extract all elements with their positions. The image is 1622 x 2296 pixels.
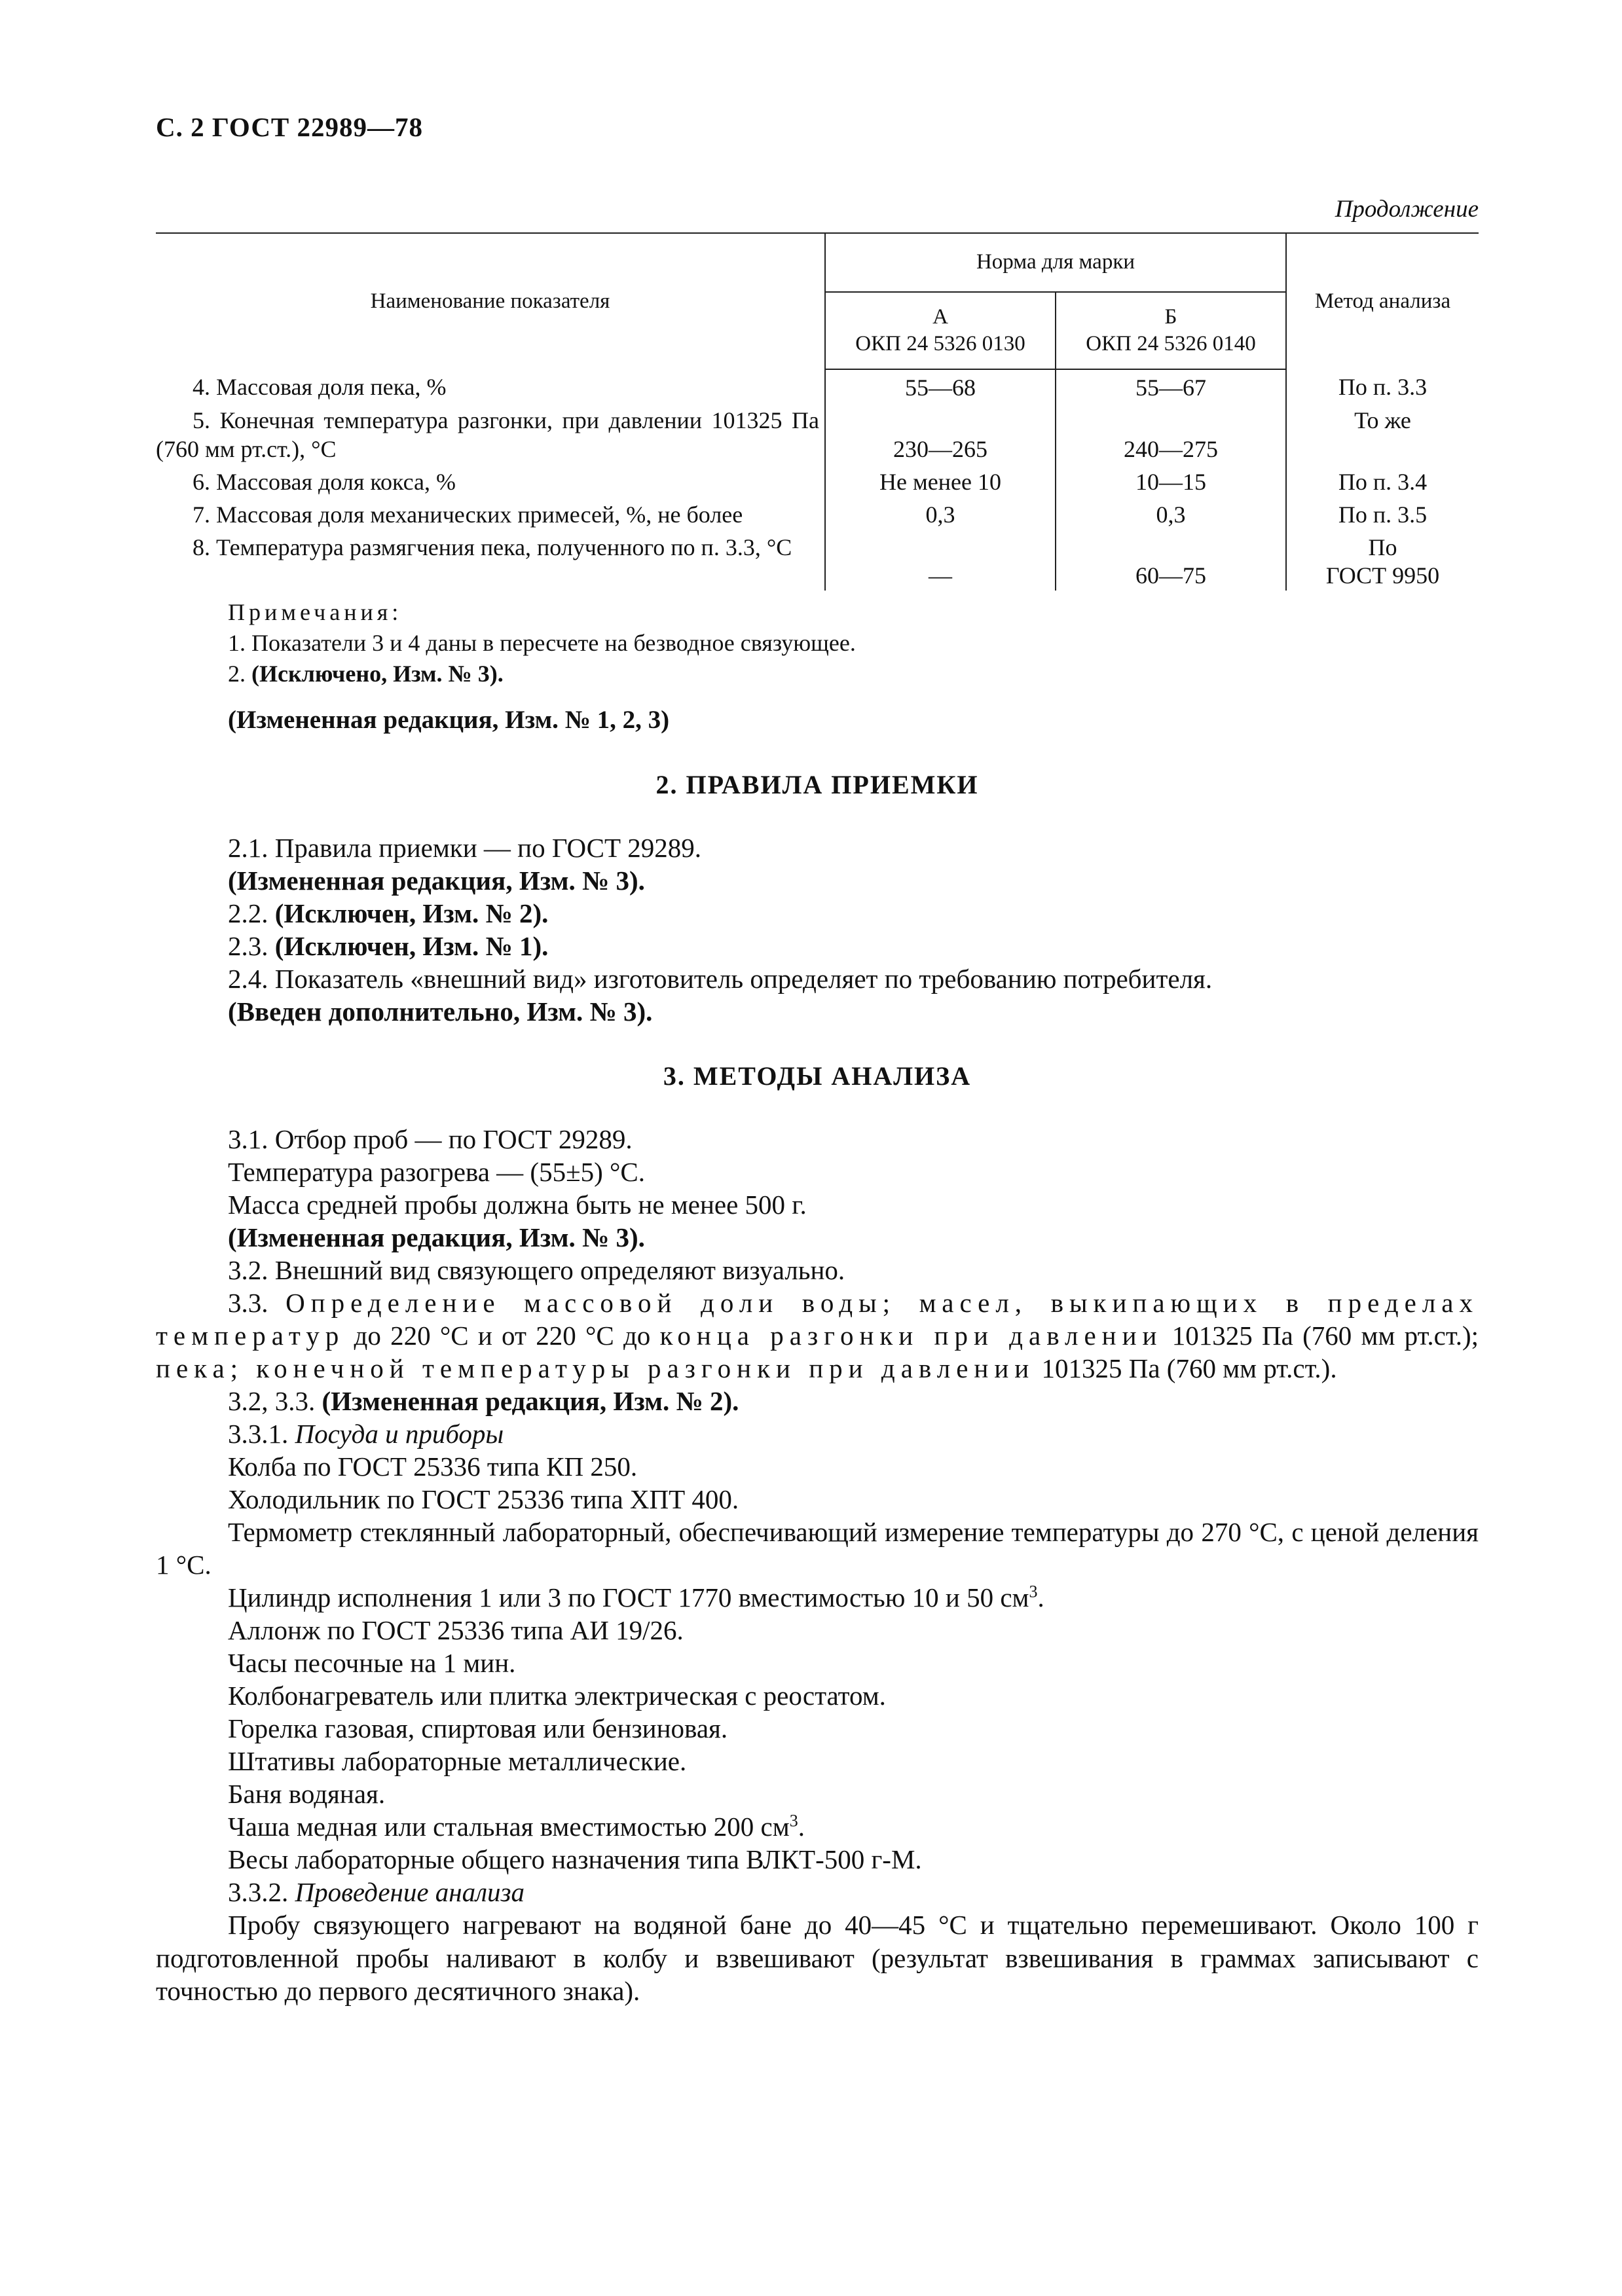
note-2: 2. (Исключено, Изм. № 3). xyxy=(228,660,504,687)
equipment-item: Часы песочные на 1 мин. xyxy=(228,1648,516,1679)
notes-title: Примечания: xyxy=(228,599,403,626)
equipment-item: Чаша медная или стальная вместимостью 200 $см^3$. xyxy=(228,1811,805,1842)
section-3 xyxy=(156,1061,1479,2007)
clause-2-1: 2.1. Правила приемки — по ГОСТ 29289. xyxy=(228,833,702,864)
clause-3-3-2: 3.3.2. Проведение анализа xyxy=(228,1877,525,1908)
continuation-label: Продолжение xyxy=(1335,196,1479,223)
clause-2-2: 2.2. (Исключен, Изм. № 2). xyxy=(228,898,549,929)
section-3-title: 3. МЕТОДЫ АНАЛИЗА xyxy=(663,1061,972,1091)
clause-3-1-amendment: (Измененная редакция, Изм. № 3). xyxy=(228,1222,645,1253)
note-1: 1. Показатели 3 и 4 даны в пересчете на безводное связующее. xyxy=(228,630,856,657)
clause-3-1-mass: Масса средней пробы должна быть не менее 500 г. xyxy=(228,1190,807,1220)
equipment-item: Штативы лабораторные металлические. xyxy=(228,1746,687,1777)
specification-table xyxy=(156,232,1479,591)
table-row: 4. Массовая доля пека, % 55—68 55—67 По п. 3.3 xyxy=(156,369,1479,403)
document-page xyxy=(156,111,1479,2007)
section-2-title: 2. ПРАВИЛА ПРИЕМКИ xyxy=(655,770,979,800)
column-header-grade-b: Б ОКП 24 5326 0140 xyxy=(1056,292,1286,369)
equipment-item: Аллонж по ГОСТ 25336 типа АИ 19/26. xyxy=(228,1615,684,1646)
clause-3-3: 3.3. Определение массовой доли воды; масел, выкипающих в пределах температур до 220 °С и от 220 °С до конца разгонки при давлении 101325 Па (760 мм рт.ст.); пека; конечной температуры разгонки при давлении 101325 Па (760 мм рт.ст.). xyxy=(156,1288,1479,1384)
section-2 xyxy=(156,769,1479,1028)
clause-3-2: 3.2. Внешний вид связующего определяют визуально. xyxy=(228,1255,845,1286)
table-notes xyxy=(156,597,1479,737)
clause-2-3: 2.3. (Исключен, Изм. № 1). xyxy=(228,931,549,962)
clause-3-3-1: 3.3.1. Посуда и приборы xyxy=(228,1419,504,1449)
column-header-norm: Норма для марки xyxy=(825,233,1286,292)
table-row: 6. Массовая доля кокса, % Не менее 10 10—15 По п. 3.4 xyxy=(156,464,1479,497)
clause-2-4: 2.4. Показатель «внешний вид» изготовитель определяет по требованию потребителя. xyxy=(228,964,1213,994)
equipment-item: Горелка газовая, спиртовая или бензиновая. xyxy=(228,1713,728,1744)
equipment-item: Цилиндр исполнения 1 или 3 по ГОСТ 1770 вместимостью 10 и 50 $см^3$. xyxy=(228,1582,1044,1613)
column-header-name: Наименование показателя xyxy=(156,233,825,369)
table-row: 5. Конечная температура разгонки, при давлении 101325 Па (760 мм рт.ст.), °С 230—265 240—275 То же xyxy=(156,403,1479,464)
clause-2-1-amendment: (Измененная редакция, Изм. № 3). xyxy=(228,866,645,896)
equipment-item: Холодильник по ГОСТ 25336 типа ХПТ 400. xyxy=(228,1484,739,1515)
equipment-item: Колба по ГОСТ 25336 типа КП 250. xyxy=(228,1451,638,1482)
table-row: 8. Температура размягчения пека, полученного по п. 3.3, °С — 60—75 По ГОСТ 9950 xyxy=(156,530,1479,591)
page-header: С. 2 ГОСТ 22989—78 xyxy=(156,112,424,142)
column-header-method: Метод анализа xyxy=(1286,233,1479,369)
clause-3-1: 3.1. Отбор проб — по ГОСТ 29289. xyxy=(228,1124,633,1155)
column-header-grade-a: А ОКП 24 5326 0130 xyxy=(825,292,1056,369)
clause-3-3-2-text: Пробу связующего нагревают на водяной бане до 40—45 °С и тщательно перемешивают. Около 100 г подготовленной пробы наливают в колбу и взвешивают (результат взвешивания в граммах записывают с точностью до первого десятичного знака). xyxy=(156,1910,1479,2006)
clause-3-3-amendment: 3.2, 3.3. (Измененная редакция, Изм. № 2). xyxy=(228,1386,739,1417)
clause-2-4-amendment: (Введен дополнительно, Изм. № 3). xyxy=(228,996,653,1027)
equipment-item: Баня водяная. xyxy=(228,1779,386,1810)
notes-amendment: (Измененная редакция, Изм. № 1, 2, 3) xyxy=(228,705,670,734)
clause-3-1-temperature: Температура разогрева — (55±5) °С. xyxy=(228,1157,645,1188)
equipment-item: Колбонагреватель или плитка электрическая с реостатом. xyxy=(228,1681,886,1711)
equipment-item: Термометр стеклянный лабораторный, обеспечивающий измерение температуры до 270 °С, с ценой деления 1 °С. xyxy=(156,1517,1479,1580)
equipment-item: Весы лабораторные общего назначения типа ВЛКТ-500 г-М. xyxy=(228,1844,922,1875)
table-row: 7. Массовая доля механических примесей, %, не более 0,3 0,3 По п. 3.5 xyxy=(156,497,1479,530)
